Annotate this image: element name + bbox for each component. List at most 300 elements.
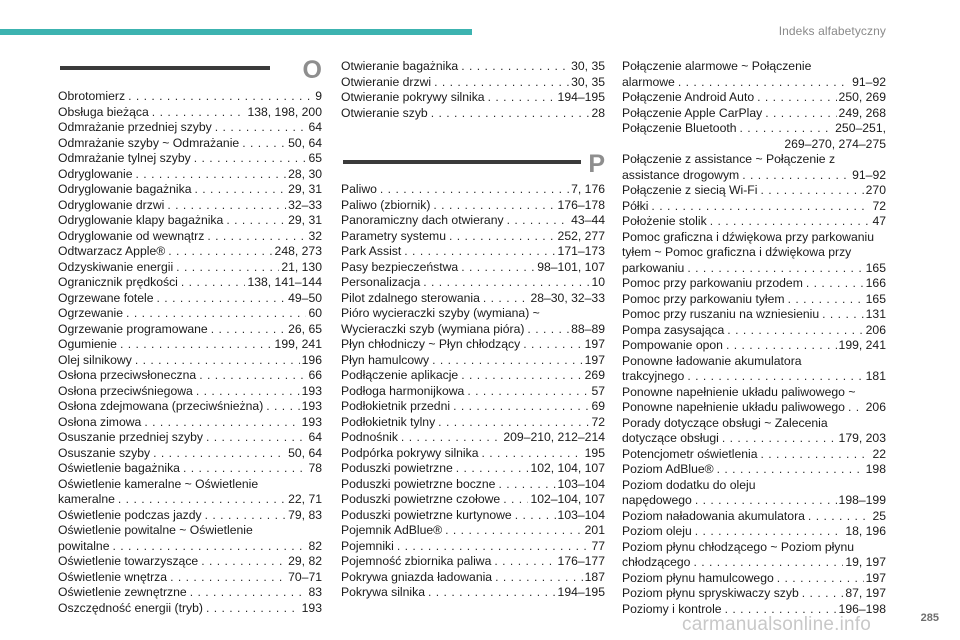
entry-term: Poziom płynu hamulcowego [622,570,774,585]
entry-pages: 165 [865,260,886,275]
entry-line [622,90,886,106]
entry-term: Pojemność zbiornika paliwa [341,554,492,568]
entry-pages: 77 [591,538,605,553]
entry-pages: 195 [584,445,605,460]
entry-pages: 138, 141–144 [247,275,322,289]
entry-line [341,322,605,338]
entry-line [341,554,605,570]
entry-term: Odryglowanie drzwi [58,197,165,212]
entry-term: Poziom dodatku do oleju [622,477,756,492]
dot-leader [461,260,535,276]
entry-line [58,275,322,291]
dot-leader [726,338,837,354]
section-letter: P [588,150,605,178]
entry-term: Poziom płynu spryskiwaczy szyb [622,586,799,600]
index-entry [622,447,886,463]
entry-pages: 60 [308,306,322,320]
entry-term: Ogrzewane fotele [58,290,154,305]
entry-pages: 171–173 [557,244,605,258]
index-entry-list [622,59,886,617]
dot-leader [742,168,850,184]
dot-leader [401,430,501,446]
entry-line [622,323,886,339]
entry-term: Ogranicznik prędkości [58,275,178,289]
index-entry [58,105,322,121]
dot-leader [176,260,279,276]
entry-term: powitalne [58,538,110,553]
entry-line [622,447,886,463]
entry-pages: 91–92 [852,74,886,89]
entry-line [58,182,322,198]
entry-term: Podnośnik [341,430,398,444]
entry-term: Podłokietnik przedni [341,399,451,413]
index-entry [622,354,886,385]
dot-leader [687,369,863,385]
index-entry [341,477,605,493]
index-entry [341,213,605,229]
entry-term: Park Assist [341,244,402,258]
entry-term: Odryglowanie bagażnika [58,182,192,196]
index-entry [58,322,322,338]
entry-term: Paliwo [341,182,377,196]
entry-pages: 78 [308,461,322,475]
entry-term: tyłem ~ Pomoc graficzna i dźwiękowa przy [622,245,852,259]
dot-leader [226,213,286,229]
index-entry [622,338,886,354]
index-entry [341,446,605,462]
entry-line [58,539,322,555]
entry-term: Półki [622,198,649,213]
entry-pages: 138, 198, 200 [247,104,322,119]
entry-line [58,105,322,121]
entry-term: napędowego [622,493,692,507]
entry-term: Obsługa bieżąca [58,104,149,119]
entry-line [622,75,886,91]
index-entry [58,275,322,291]
dot-leader [651,199,870,215]
dot-leader [196,384,300,400]
entry-term: Panoramiczny dach otwierany [341,213,504,227]
dot-leader [126,306,306,322]
index-entry [58,477,322,508]
entry-term: Połączenie Bluetooth [622,121,737,135]
entry-line [58,368,322,384]
index-entry [622,385,886,416]
entry-line [622,509,886,525]
entry-line [341,353,605,369]
index-entry [622,292,886,308]
dot-leader [120,337,273,353]
entry-line [341,75,605,91]
header-title: Indeks alfabetyczny [778,24,886,38]
entry-pages: 197 [584,352,605,367]
entry-term: Odryglowanie klapy bagażnika [58,213,224,227]
index-entry [622,152,886,183]
entry-pages: 193 [301,383,322,398]
entry-term: Podpórka pokrywy silnika [341,445,479,460]
entry-pages: 7, 176 [571,182,605,196]
index-entry [341,585,605,601]
entry-term: Pasy bezpieczeństwa [341,259,459,274]
entry-pages: 252, 277 [557,228,605,243]
entry-term: Osłona przeciwsłoneczna [58,368,197,382]
dot-leader [190,585,307,601]
dot-leader [527,322,569,338]
entry-line [58,570,322,586]
dot-leader [445,523,583,539]
index-entry [58,337,322,353]
entry-pages: 193 [301,600,322,615]
header-accent-bar [0,29,472,35]
entry-pages: 131 [865,307,886,321]
entry-line [622,354,886,370]
entry-term: Ogrzewanie programowane [58,321,208,336]
entry-term: Pomoc graficzna i dźwiękowa przy parkowaniu [622,229,874,244]
entry-pages: 30, 35 [571,59,605,73]
entry-pages: 28 [591,105,605,120]
entry-term: Pilot zdalnego sterowania [341,290,480,305]
entry-term: Oświetlenie towarzyszące [58,554,199,568]
dot-leader [494,554,555,570]
entry-pages: 69 [591,399,605,413]
entry-pages: 25 [872,508,886,523]
entry-line [341,399,605,415]
dot-leader [757,90,836,106]
index-entry [622,416,886,447]
entry-pages: 194–195 [557,90,605,104]
entry-term: Poduszki powietrzne [341,461,453,475]
dot-leader [211,322,286,338]
index-entry [341,430,605,446]
entry-line [341,384,605,400]
dot-leader [207,229,306,245]
index-entry [622,478,886,509]
entry-line [58,446,322,462]
dot-leader [438,415,589,431]
entry-line [58,120,322,136]
entry-pages: 91–92 [852,167,886,182]
entry-term: Poziom AdBlue® [622,462,714,476]
entry-term: Pompa zasysająca [622,322,725,337]
entry-pages: 9 [315,89,322,103]
entry-term: Poziom oleju [622,524,692,538]
entry-line [622,168,886,184]
entry-line [58,244,322,260]
index-entry [58,89,322,105]
entry-line [341,59,605,75]
index-entry [58,244,322,260]
entry-line [58,461,322,477]
entry-line [58,260,322,276]
entry-line [58,322,322,338]
dot-leader [515,508,556,524]
entry-line [58,415,322,431]
entry-line [58,167,322,183]
entry-pages: 32–33 [288,197,322,212]
entry-term: Pióro wycieraczki szyby (wymiana) ~ [341,306,540,320]
entry-line [622,121,886,137]
entry-term: Oświetlenie kameralne ~ Oświetlenie [58,476,259,491]
entry-line [341,106,605,122]
dot-leader [461,368,582,384]
entry-pages: 193 [301,414,322,429]
entry-pages: 64 [308,430,322,444]
dot-leader [194,182,286,198]
entry-line [58,585,322,601]
dot-leader [453,399,589,415]
index-entry [622,90,886,106]
dot-leader [717,462,864,478]
entry-line [622,59,886,75]
dot-leader [802,586,844,602]
entry-term: Porady dotyczące obsługi ~ Zalecenia [622,415,828,430]
entry-term: Połączenie Apple CarPlay [622,105,763,120]
index-entry [58,585,322,601]
index-entry [341,260,605,276]
entry-term: Potencjometr oświetlenia [622,446,758,461]
index-entry [58,167,322,183]
dot-leader [740,121,834,137]
dot-leader [113,539,307,555]
entry-line [58,384,322,400]
entry-term: Ogumienie [58,337,117,351]
entry-pages: 21, 130 [281,259,322,274]
index-entry [622,230,886,277]
index-entry [341,523,605,539]
entry-term: Ponowne napełnienie układu paliwowego [622,400,845,414]
entry-term: Poziom płynu chłodzącego ~ Poziom płynu [622,539,855,554]
dot-leader [765,106,836,122]
entry-term: Ogrzewanie [58,306,124,320]
index-entry [341,75,605,91]
dot-leader [722,431,837,447]
entry-pages: 248, 273 [274,244,322,258]
entry-term: Pomoc przy parkowaniu tyłem [622,291,785,306]
index-entry [341,275,605,291]
entry-pages: 103–104 [557,507,605,522]
entry-line [622,214,886,230]
entry-pages: 79, 83 [288,507,322,522]
entry-pages: 18, 196 [845,524,886,538]
index-entry [622,586,886,602]
entry-term: Płyn hamulcowy [341,352,430,367]
dot-leader [404,244,555,260]
entry-line [341,461,605,477]
dot-leader [761,447,871,463]
entry-term: Otwieranie drzwi [341,74,432,89]
entry-line [622,540,886,556]
index-entry [58,508,322,524]
index-entry [58,182,322,198]
entry-pages: 88–89 [571,321,605,336]
entry-pages: 50, 64 [288,445,322,460]
index-entry [622,462,886,478]
entry-term: Osłona przeciwśniegowa [58,383,193,398]
entry-line [58,136,322,152]
entry-pages: 72 [591,414,605,429]
entry-line [622,385,886,401]
entry-term: Podłokietnik tylny [341,414,436,429]
entry-pages: 201 [584,523,605,537]
entry-term: Oszczędność energii (tryb) [58,600,203,615]
entry-line [622,369,886,385]
entry-term: Parametry systemu [341,228,446,243]
entry-pages: 82 [308,538,322,553]
section-header [58,58,322,88]
index-entry [58,523,322,554]
entry-line [622,416,886,432]
index-entry [622,571,886,587]
entry-term: Oświetlenie bagażnika [58,461,180,475]
entry-line [341,492,605,508]
dot-leader [428,585,556,601]
dot-leader [710,214,871,230]
dot-leader [678,75,850,91]
entry-pages: 209–210, 212–214 [503,430,605,444]
entry-term: chłodzącego [622,555,691,569]
page-number: 285 [920,612,939,624]
index-entry [622,199,886,215]
index-entry [341,229,605,245]
entry-pages: 64 [308,120,322,134]
entry-pages: 199, 241 [274,337,322,351]
entry-term: Osuszanie przedniej szyby [58,430,203,444]
entry-term: dotyczące obsługi [622,431,719,445]
entry-term: Oświetlenie zewnętrzne [58,585,187,599]
index-entry [58,384,322,400]
entry-line [341,337,605,353]
entry-term: Paliwo (zbiornik) [341,197,431,212]
entry-line [341,244,605,260]
entry-pages: 28, 30 [288,166,322,181]
entry-line [341,539,605,555]
dot-leader [397,539,590,555]
entry-line [622,230,886,246]
entry-line [341,430,605,446]
entry-term: Odmrażanie tylnej szyby [58,151,191,165]
dot-leader [153,446,286,462]
dot-leader [483,291,529,307]
entry-pages: 196–198 [838,601,886,616]
entry-term: Otwieranie bagażnika [341,59,459,73]
entry-page-continuation: 269–270, 274–275 [784,136,886,151]
dot-leader [194,151,307,167]
entry-pages: 28–30, 32–33 [530,290,605,305]
entry-term: Oświetlenie podczas jazdy [58,507,202,522]
index-entry [341,306,605,337]
index-entry [341,59,605,75]
entry-line [622,292,886,308]
entry-term: Odryglowanie [58,166,133,181]
index-entry [622,59,886,90]
dot-leader [380,182,569,198]
section-letter: O [302,56,322,84]
entry-term: Odmrażanie przedniej szyby [58,120,212,134]
section-rule [343,160,581,164]
entry-term: Pokrywa gniazda ładowania [341,569,493,584]
entry-pages: 103–104 [557,476,605,491]
dot-leader [170,570,286,586]
entry-pages: 197 [584,337,605,351]
entry-term: Oświetlenie powitalne ~ Oświetlenie [58,523,253,537]
entry-line [58,213,322,229]
index-entry [58,570,322,586]
entry-term: Odzyskiwanie energii [58,259,174,274]
index-entry-list [341,182,605,601]
entry-pages: 70–71 [288,569,322,584]
entry-pages: 198–199 [838,493,886,507]
index-entry [622,524,886,540]
entry-term: Osuszanie szyby [58,445,151,460]
entry-line [58,151,322,167]
entry-term: Podłączenie aplikacje [341,368,459,382]
entry-line [622,338,886,354]
dot-leader [152,105,246,121]
index-entry-list [58,89,322,616]
index-entry-list [341,59,605,121]
dot-leader [433,198,555,214]
entry-line [58,353,322,369]
entry-term: Osłona zdejmowana (przeciwśnieżna) [58,399,264,413]
entry-term: Pomoc przy ruszaniu na wzniesieniu [622,307,820,321]
entry-line [58,508,322,524]
entry-pages: 194–195 [557,585,605,599]
entry-line [341,275,605,291]
index-entry [58,601,322,617]
index-entry [341,368,605,384]
dot-leader [822,307,864,323]
entry-line [58,477,322,493]
entry-term: Odmrażanie szyby ~ Odmrażanie [58,135,240,150]
entry-line [341,90,605,106]
entry-pages: 43–44 [571,213,605,227]
entry-line [341,306,605,322]
index-entry [341,570,605,586]
entry-term: alarmowe [622,74,675,89]
dot-leader [242,136,286,152]
index-entry [341,182,605,198]
entry-pages: 193 [301,399,322,413]
index-entry [58,213,322,229]
entry-term: Otwieranie szyb [341,105,428,120]
entry-pages: 198 [865,462,886,476]
dot-leader [467,384,589,400]
entry-line [341,415,605,431]
entry-line [622,152,886,168]
entry-line [58,337,322,353]
entry-line [58,601,322,617]
entry-pages: 187 [584,569,605,584]
index-entry [58,198,322,214]
entry-pages: 196 [301,352,322,367]
entry-line [58,229,322,245]
dot-leader [777,571,864,587]
dot-leader [498,477,555,493]
dot-leader [693,555,843,571]
index-entry [58,446,322,462]
dot-leader [695,524,844,540]
index-entry [341,353,605,369]
entry-line [341,477,605,493]
entry-line [341,260,605,276]
entry-term: Pomoc przy parkowaniu przodem [622,276,803,290]
entry-pages: 29, 31 [288,182,322,196]
entry-pages: 250–251, [835,121,886,135]
dot-leader [168,244,272,260]
entry-pages: 179, 203 [838,431,886,445]
entry-term: Pojemniki [341,538,394,553]
entry-line [622,183,886,199]
